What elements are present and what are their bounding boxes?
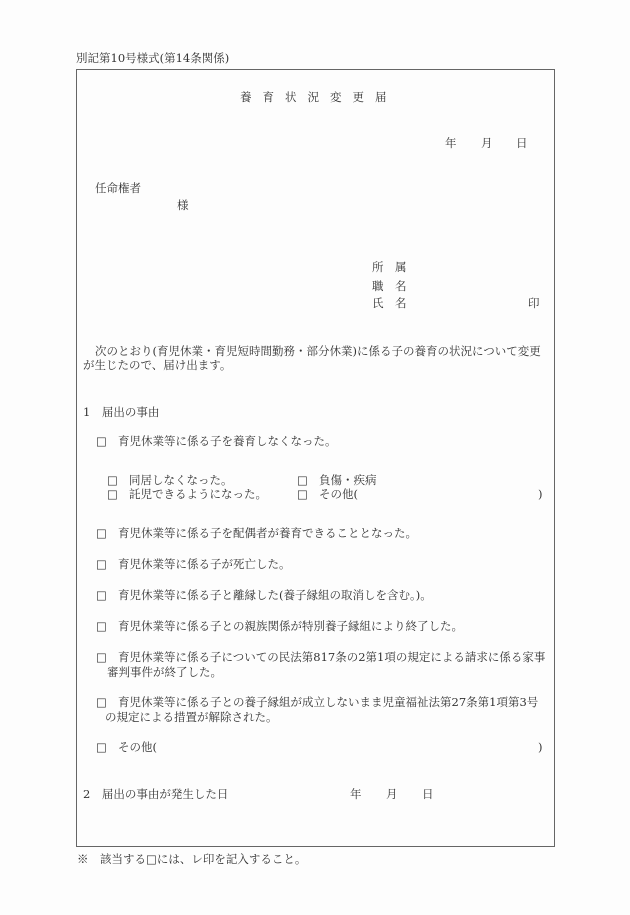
reason-text: 育児休業等に係る子と離縁した(養子縁組の取消しを含む。)。	[118, 588, 432, 602]
sub-other-close-paren: )	[538, 487, 543, 501]
reason-text-line1: 育児休業等に係る子についての民法第817条の2第1項の規定による請求に係る家事	[118, 650, 546, 664]
checkbox[interactable]: □	[96, 557, 107, 571]
sub-reason-text: 負傷・疾病	[319, 473, 377, 487]
checkbox[interactable]: □	[96, 619, 107, 633]
reason-item[interactable]	[96, 559, 291, 571]
occurrence-year: 年	[350, 787, 362, 801]
reason-text: 育児休業等に係る子を養育しなくなった。	[118, 434, 337, 448]
reason-item[interactable]	[96, 697, 538, 709]
form-frame	[76, 69, 555, 847]
sub-reason-text: 託児できるようになった。	[129, 487, 267, 501]
sub-reason-text: 同居しなくなった。	[129, 473, 233, 487]
sub-reason-text: その他(	[319, 487, 358, 501]
name-label: 氏 名	[372, 296, 407, 310]
reason-item[interactable]	[96, 652, 545, 664]
reason-text: 育児休業等に係る子を配偶者が養育できることとなった。	[118, 526, 417, 540]
section1-heading: 1 届出の事由	[83, 405, 160, 419]
occurrence-day: 日	[422, 787, 434, 801]
reason-text-line2: 審判事件が終了した。	[107, 665, 222, 679]
checkbox[interactable]: □	[107, 473, 118, 487]
section2-heading: 2 届出の事由が発生した日	[83, 787, 229, 801]
checkbox[interactable]: □	[96, 740, 107, 754]
date-year: 年	[445, 136, 457, 150]
seal-mark: 印	[528, 296, 540, 310]
checkbox[interactable]: □	[107, 487, 118, 501]
reason-text: 育児休業等に係る子との親族関係が特別養子縁組により終了した。	[118, 619, 463, 633]
checkbox[interactable]: □	[96, 588, 107, 602]
other-close-paren: )	[538, 740, 543, 754]
other-reason-input[interactable]	[165, 740, 530, 754]
checkbox[interactable]: □	[96, 650, 107, 664]
intro-line-2: が生じたので、届け出ます。	[83, 358, 232, 372]
checkbox[interactable]: □	[96, 526, 107, 540]
reason-item[interactable]	[96, 436, 337, 448]
checkbox[interactable]: □	[297, 473, 308, 487]
checkbox[interactable]: □	[297, 487, 308, 501]
occurrence-month: 月	[386, 787, 398, 801]
sub-reason-item[interactable]	[107, 475, 233, 487]
sub-other-input[interactable]	[400, 487, 530, 501]
sub-reason-item-other[interactable]	[297, 489, 358, 501]
footnote: ※ 該当する□には、レ印を記入すること。	[77, 852, 307, 866]
reason-item[interactable]	[96, 528, 417, 540]
form-title: 養育状況変更届	[240, 90, 398, 104]
reason-item-other[interactable]	[96, 742, 157, 754]
reason-text: 育児休業等に係る子が死亡した。	[118, 557, 291, 571]
checkbox[interactable]: □	[96, 695, 107, 709]
reason-item[interactable]	[96, 590, 432, 602]
intro-line-1: 次のとおり(育児休業・育児短時間勤務・部分休業)に係る子の養育の状況について変更	[95, 344, 541, 358]
reason-item[interactable]	[96, 621, 463, 633]
reason-text: その他(	[118, 740, 157, 754]
affiliation-label: 所 属	[372, 260, 407, 274]
form-number-label: 別記第10号様式(第14条関係)	[76, 51, 230, 65]
reason-text-line1: 育児休業等に係る子との養子縁組が成立しないまま児童福祉法第27条第1項第3号	[118, 695, 539, 709]
reason-text-line2: の規定による措置が解除された。	[105, 710, 278, 724]
date-month: 月	[481, 136, 493, 150]
sub-reason-item[interactable]	[107, 489, 267, 501]
date-day: 日	[516, 136, 528, 150]
addressee-honorific: 様	[177, 198, 189, 212]
position-label: 職 名	[372, 279, 407, 293]
checkbox[interactable]: □	[96, 434, 107, 448]
sub-reason-item[interactable]	[297, 475, 377, 487]
addressee-name: 任命権者	[95, 181, 141, 195]
